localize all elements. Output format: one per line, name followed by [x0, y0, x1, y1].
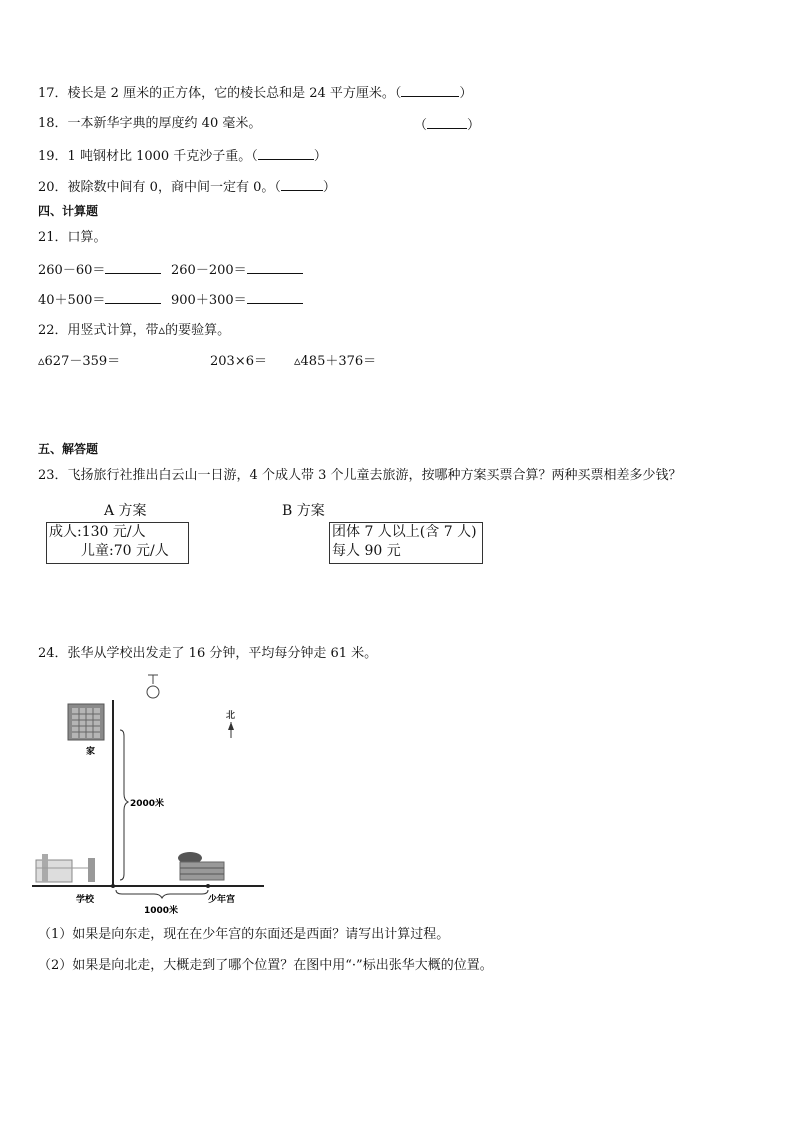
vertical-calc-item: 203×6＝	[210, 354, 267, 369]
school-point	[111, 884, 115, 888]
school-label: 学校	[76, 895, 95, 905]
answer-blank[interactable]	[105, 261, 161, 274]
vertical-calc-item: ▵485＋376＝	[294, 354, 377, 369]
answer-blank[interactable]	[247, 291, 303, 304]
question-19: 19．1 吨钢材比 1000 千克沙子重。（ ）	[38, 149, 327, 164]
north-label: 北	[226, 711, 236, 721]
answer-blank[interactable]	[258, 147, 314, 160]
oral-item: 260－200＝	[171, 261, 303, 279]
plan-a-line2: 儿童:70 元/人	[81, 543, 169, 559]
plan-b-box	[329, 522, 483, 564]
oral-item: 40＋500＝	[38, 291, 161, 309]
palace-building-icon	[178, 852, 224, 880]
north-arrow-icon	[228, 722, 234, 738]
question-18-answer: （ ）	[414, 118, 481, 133]
answer-blank[interactable]	[427, 116, 467, 129]
route-map	[32, 670, 272, 920]
answer-blank[interactable]	[105, 291, 161, 304]
section-4-title: 四、计算题	[38, 204, 99, 218]
home-label: 家	[86, 747, 96, 757]
palace-label: 少年宫	[208, 895, 236, 905]
horizontal-brace	[116, 890, 208, 898]
vertical-brace	[120, 730, 128, 880]
answer-blank[interactable]	[281, 178, 323, 191]
top-marker-icon	[147, 675, 159, 698]
plan-a-line1: 成人:130 元/人	[49, 524, 146, 540]
plan-b-line1: 团体 7 人以上(含 7 人)	[332, 524, 477, 540]
school-building-icon	[36, 854, 95, 882]
answer-blank[interactable]	[401, 84, 459, 97]
question-24-prompt: 24．张华从学校出发走了 16 分钟，平均每分钟走 61 米。	[38, 646, 378, 661]
question-23-prompt: 23．飞扬旅行社推出白云山一日游，4 个成人带 3 个儿童去旅游，按哪种方案买票合算？两种买票相差多少钱？	[38, 468, 682, 483]
answer-blank[interactable]	[247, 261, 303, 274]
question-18: 18．一本新华字典的厚度约 40 毫米。	[38, 116, 262, 131]
oral-item: 260－60＝	[38, 261, 161, 279]
plan-a-title: A 方案	[104, 503, 147, 519]
plan-b-title: B 方案	[282, 503, 325, 519]
section-5-title: 五、解答题	[38, 442, 99, 456]
distance-horizontal-label: 1000米	[144, 906, 179, 916]
plan-a-box	[46, 522, 189, 564]
home-building-icon	[68, 704, 104, 740]
question-20: 20．被除数中间有 0，商中间一定有 0。（ ）	[38, 180, 336, 195]
question-21-prompt: 21．口算。	[38, 230, 107, 245]
question-24-sub1: （1）如果是向东走，现在在少年宫的东面还是西面？请写出计算过程。	[38, 927, 450, 942]
plan-b-line2: 每人 90 元	[332, 543, 401, 559]
question-22-prompt: 22．用竖式计算，带▵的要验算。	[38, 323, 231, 338]
distance-vertical-label: 2000米	[130, 799, 165, 809]
vertical-calc-item: ▵627－359＝	[38, 354, 121, 369]
question-17: 17．棱长是 2 厘米的正方体，它的棱长总和是 24 平方厘米。（ ）	[38, 86, 473, 101]
palace-point	[206, 884, 210, 888]
oral-item: 900＋300＝	[171, 291, 303, 309]
question-24-sub2: （2）如果是向北走，大概走到了哪个位置？在图中用“·”标出张华大概的位置。	[38, 958, 493, 973]
